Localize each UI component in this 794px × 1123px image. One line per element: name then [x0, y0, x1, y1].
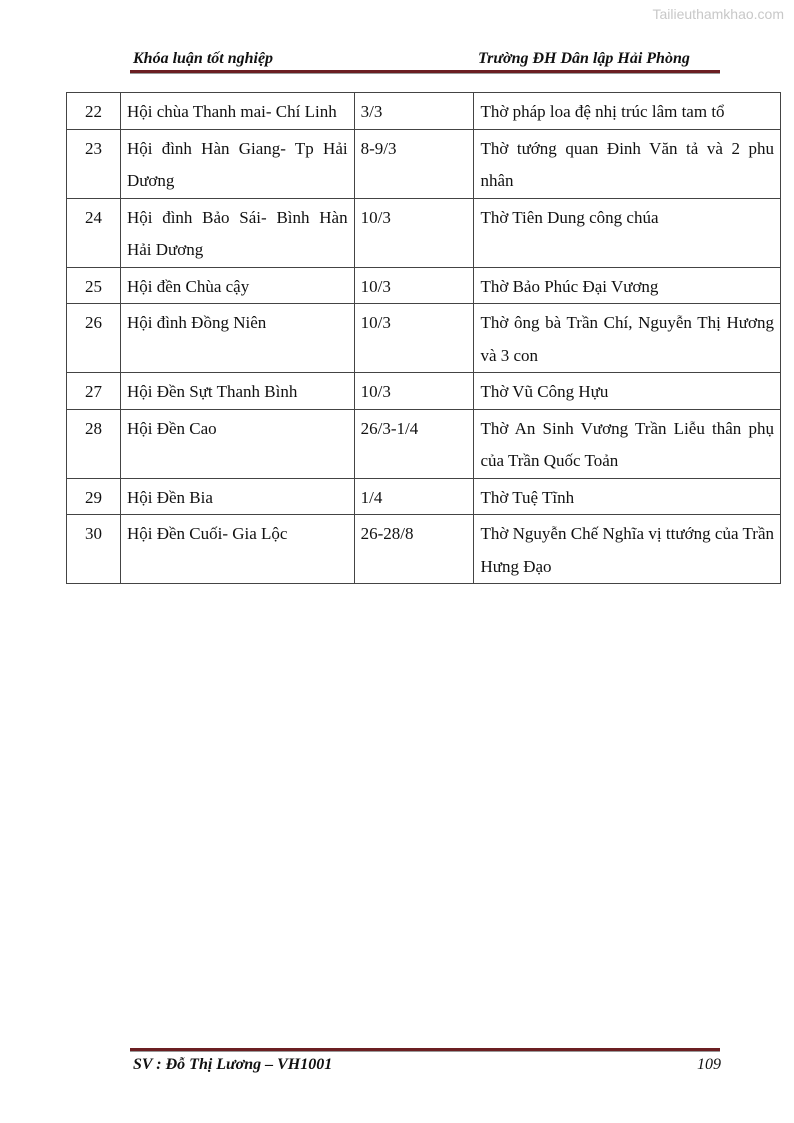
- worship-description: Thờ Bảo Phúc Đại Vương: [474, 267, 781, 304]
- festival-name: Hội đình Bảo Sái- Bình Hàn Hải Dương: [120, 198, 354, 267]
- header-right: Trường ĐH Dân lập Hải Phòng: [478, 50, 690, 67]
- worship-description: Thờ An Sinh Vương Trần Liễu thân phụ của Trần Quốc Toản: [474, 409, 781, 478]
- worship-description: Thờ Nguyễn Chế Nghĩa vị ttướng của Trần Hưng Đạo: [474, 515, 781, 584]
- festival-date: 10/3: [354, 198, 474, 267]
- festival-name: Hội Đền Sựt Thanh Bình: [120, 373, 354, 410]
- worship-description: Thờ ông bà Trần Chí, Nguyễn Thị Hương và 3 con: [474, 304, 781, 373]
- festival-date: 10/3: [354, 304, 474, 373]
- festival-date: 10/3: [354, 373, 474, 410]
- row-number: 26: [67, 304, 121, 373]
- table-row: [67, 515, 781, 584]
- worship-description: Thờ Vũ Công Hựu: [474, 373, 781, 410]
- festival-name: Hội đình Đồng Niên: [120, 304, 354, 373]
- table-row: [67, 304, 781, 373]
- footer-rule: [130, 1048, 720, 1052]
- row-number: 22: [67, 93, 121, 130]
- row-number: 25: [67, 267, 121, 304]
- table-row: [67, 129, 781, 198]
- row-number: 29: [67, 478, 121, 515]
- festival-date: 1/4: [354, 478, 474, 515]
- festival-name: Hội đình Hàn Giang- Tp Hải Dương: [120, 129, 354, 198]
- table-row: [67, 373, 781, 410]
- worship-description: Thờ Tuệ Tĩnh: [474, 478, 781, 515]
- row-number: 23: [67, 129, 121, 198]
- festival-date: 3/3: [354, 93, 474, 130]
- watermark: Tailieuthamkhao.com: [652, 6, 784, 22]
- table-row: [67, 478, 781, 515]
- festival-name: Hội Đền Cao: [120, 409, 354, 478]
- table-row: [67, 409, 781, 478]
- row-number: 24: [67, 198, 121, 267]
- festival-name: Hội Đền Cuối- Gia Lộc: [120, 515, 354, 584]
- worship-description: Thờ pháp loa đệ nhị trúc lâm tam tổ: [474, 93, 781, 130]
- page-number: 109: [697, 1056, 721, 1073]
- festival-name: Hội đền Chùa cậy: [120, 267, 354, 304]
- table-row: [67, 198, 781, 267]
- festival-date: 26/3-1/4: [354, 409, 474, 478]
- festival-date: 26-28/8: [354, 515, 474, 584]
- festival-table: [66, 92, 781, 584]
- worship-description: Thờ Tiên Dung công chúa: [474, 198, 781, 267]
- worship-description: Thờ tướng quan Đinh Văn tả và 2 phu nhân: [474, 129, 781, 198]
- footer-author: SV : Đỗ Thị Lương – VH1001: [133, 1056, 333, 1073]
- festival-name: Hội chùa Thanh mai- Chí Linh: [120, 93, 354, 130]
- festival-date: 10/3: [354, 267, 474, 304]
- festival-date: 8-9/3: [354, 129, 474, 198]
- row-number: 30: [67, 515, 121, 584]
- row-number: 27: [67, 373, 121, 410]
- table-row: [67, 93, 781, 130]
- table-row: [67, 267, 781, 304]
- row-number: 28: [67, 409, 121, 478]
- festival-name: Hội Đền Bia: [120, 478, 354, 515]
- header-left: Khóa luận tốt nghiệp: [133, 50, 274, 67]
- header-rule: [130, 70, 720, 74]
